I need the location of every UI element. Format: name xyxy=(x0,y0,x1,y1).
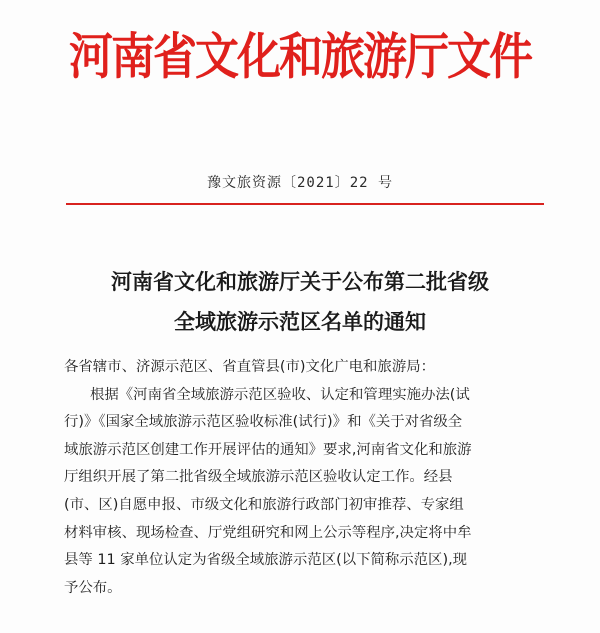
body-line: 材料审核、现场检查、厅党组研究和网上公示等程序,决定将中牟 xyxy=(64,524,472,541)
body-line: 行)》《国家全域旅游示范区验收标准(试行)》和《关于对省级全 xyxy=(64,414,463,431)
document-number: 豫文旅资源〔2021〕22 号 xyxy=(206,175,393,191)
notice-body xyxy=(64,354,548,602)
salutation-line: 各省辖市、济源示范区、省直管县(市)文化广电和旅游局： xyxy=(64,359,435,375)
notice-title-line-2: 全域旅游示范区名单的通知 xyxy=(174,309,426,334)
body-line: (市、区)自愿申报、市级文化和旅游行政部门初审推荐、专家组 xyxy=(64,496,464,513)
notice-title xyxy=(0,262,600,342)
body-line: 厅组织开展了第二批省级全域旅游示范区验收认定工作。经县 xyxy=(64,469,453,486)
body-line: 予公布。 xyxy=(64,579,122,596)
body-line: 县等 11 家单位认定为省级全域旅游示范区(以下简称示范区),现 xyxy=(64,552,468,569)
body-line: 根据《河南省全域旅游示范区验收、认定和管理实施办法(试 xyxy=(90,386,470,403)
masthead-title: 河南省文化和旅游厅文件 xyxy=(69,28,531,86)
notice-title-line-1: 河南省文化和旅游厅关于公布第二批省级 xyxy=(111,269,489,294)
red-divider-line xyxy=(66,203,544,205)
body-line: 域旅游示范区创建工作开展评估的通知》要求,河南省文化和旅游 xyxy=(64,441,472,458)
